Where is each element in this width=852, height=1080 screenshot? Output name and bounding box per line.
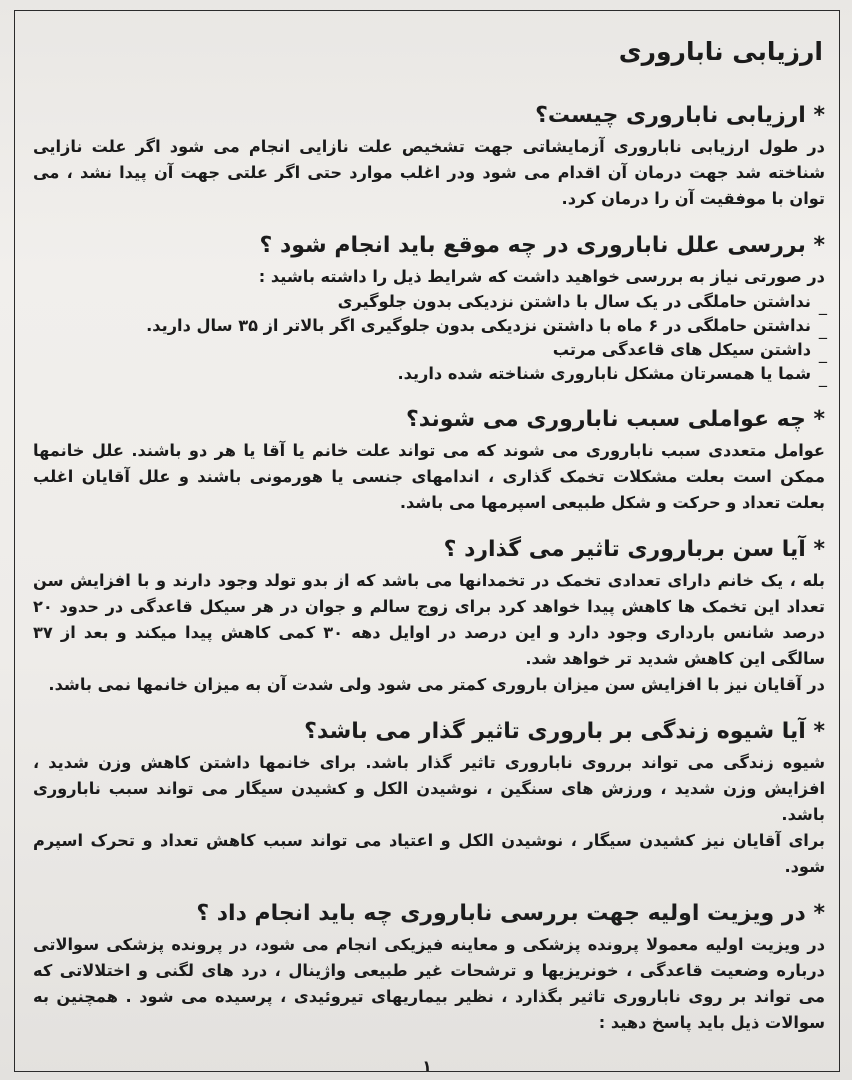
section-first-visit [33,898,825,1036]
section-what-is [33,100,825,212]
document-content [33,31,825,1054]
section-paragraph: عوامل متعددی سبب ناباروری می شوند که می تواند علت خانم یا آقا یا هر دو باشند. علل خانمها ممکن است بعلت مشکلات تخمک گذاری ، اندامهای جنسی یا هورمونی باشند و علل آقایان اغلب بعلت تعداد و حرکت و شکل طبیعی اسپرمها می باشد. [33,441,825,512]
list-item: _ نداشتن حاملگی در یک سال با داشتن نزدیکی بدون جلوگیری [33,290,825,314]
section-paragraph: بله ، یک خانم دارای تعدادی تخمک در تخمدانها می باشد که از بدو تولد وجود دارند و با افزایش سن تعداد این تخمک ها کاهش پیدا خواهد کرد برای زوج سالم و جوان در هر سیکل قاعدگی در حدود ۲۰ درصد شانس بارداری وجود دارد و این درصد در اوایل دهه ۳۰ کمی کاهش پیدا میکند و بعد از ۳۷ سالگی این کاهش شدید تر خواهد شد. [33,571,825,668]
list-item: _ داشتن سیکل های قاعدگی مرتب [33,338,825,362]
list-item: _ نداشتن حاملگی در ۶ ماه با داشتن نزدیکی بدون جلوگیری اگر بالاتر از ۳۵ سال دارید. [33,314,825,338]
section-heading: * بررسی علل ناباروری در چه موقع باید انجام شود ؟ [259,233,825,258]
section-paragraph: برای آقایان نیز کشیدن سیگار ، نوشیدن الکل و اعتیاد می تواند سبب کاهش تعداد و تحرک اسپرم شود. [33,831,825,876]
page-border [14,10,840,1075]
section-paragraph: شیوه زندگی می تواند برروی ناباروری تاثیر گذار باشد. برای خانمها داشتن کاهش وزن شدید ، افزایش وزن شدید ، ورزش های سنگین ، نوشیدن الکل و کشیدن سیگار می تواند سبب ناباروری باشد. [33,753,825,824]
section-when [33,230,825,386]
page-number: ۱ [422,1057,432,1075]
section-heading: * آیا سن برباروری تاثیر می گذارد ؟ [443,537,825,562]
section-causes [33,404,825,516]
page-title: ارزیابی ناباروری [618,37,823,66]
section-paragraph: در طول ارزیابی ناباروری آزمایشاتی جهت تشخیص علت نازایی انجام می شود اگر علت نازایی شناخته شد جهت درمان آن اقدام می شود ودر اغلب موارد حتی اگر علتی جهت آن پیدا نشد ، می توان با موفقیت آن را درمان کرد. [33,137,825,208]
section-heading: * آیا شیوه زندگی بر باروری تاثیر گذار می باشد؟ [304,719,825,744]
section-heading: * چه عواملی سبب ناباروری می شوند؟ [405,407,825,432]
section-age [33,534,825,698]
section-paragraph: در ویزیت اولیه معمولا پرونده پزشکی و معاینه فیزیکی انجام می شود، در پرونده پزشکی سوالاتی درباره وضعیت قاعدگی ، خونریزیها و ترشحات غیر طبیعی واژینال ، درد های لگنی و اختلالاتی که می تواند بر روی ناباروری تاثیر بگذارد ، نظیر بیماریهای تیروئیدی ، پرسیده می شود . همچنین به سوالات ذیل باید پاسخ دهید : [33,935,825,1032]
section-heading: * ارزیابی ناباروری چیست؟ [535,103,825,128]
section-paragraph: در آقایان نیز با افزایش سن میزان باروری کمتر می شود ولی شدت آن به میزان خانمها نمی باشد. [48,675,825,694]
section-lifestyle [33,716,825,880]
list-item: _ شما یا همسرتان مشکل ناباروری شناخته شده دارید. [33,362,825,386]
section-paragraph: در صورتی نیاز به بررسی خواهید داشت که شرایط ذیل را داشته باشید : [258,267,825,286]
section-heading: * در ویزیت اولیه جهت بررسی ناباروری چه باید انجام داد ؟ [196,901,825,926]
condition-list [33,290,825,386]
